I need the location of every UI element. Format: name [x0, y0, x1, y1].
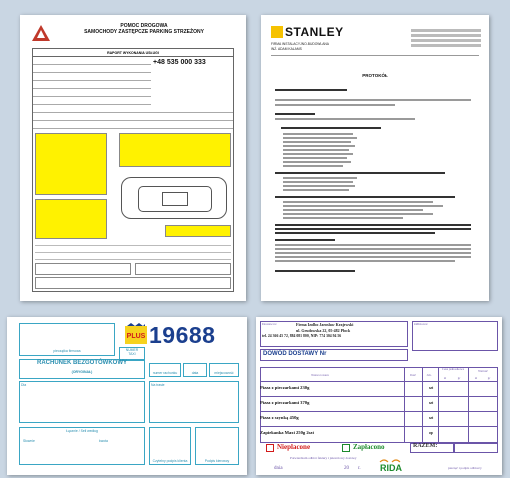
form-field: [33, 58, 151, 65]
receipt-subtitle: (ORYGINAŁ): [71, 370, 93, 374]
towing-service-report: [20, 15, 246, 301]
yellow-panel-left: [35, 133, 107, 195]
form-line: [35, 259, 231, 260]
sender-address: ul. Grudowska 22, 05-482 Płock: [296, 328, 351, 333]
protocol-text-line: [275, 256, 471, 258]
form-field: [33, 122, 233, 129]
table-rule: [260, 396, 498, 397]
route-box: [149, 381, 239, 423]
amount-label: Łącznie / Sell według: [66, 429, 98, 433]
towing-title-line1: POMOC DROGOWA: [120, 23, 168, 29]
item-unit: szt: [429, 416, 434, 420]
protocol-text-line: [275, 172, 445, 174]
protocol-text-line: [275, 244, 471, 246]
unpaid-checkbox[interactable]: [266, 444, 274, 452]
item-unit: op: [429, 431, 433, 435]
taxi-number-label-top: NUMER: [125, 348, 139, 352]
paid-label: Zapłacono: [353, 443, 385, 451]
item-name: Pizza z pieczarkami 370g: [260, 400, 310, 405]
protocol-text-line: [275, 239, 335, 241]
col-price-zl: zł: [443, 376, 447, 380]
protocol-text-line: [283, 181, 353, 183]
unpaid-label: Nieplacone: [277, 443, 311, 451]
protocol-text-line: [283, 201, 433, 203]
amount-words-label: Słownie: [23, 439, 35, 443]
col-price-gr: gr: [457, 376, 461, 380]
taxi-receipt: [7, 317, 247, 475]
item-name: Zapiekanka Maxi 250g 2szt: [260, 430, 314, 435]
table-vrule: [422, 367, 423, 443]
sender-label: Dostawca:: [262, 322, 277, 326]
table-vrule: [438, 367, 439, 443]
table-rule: [260, 426, 498, 427]
address-line: [411, 44, 481, 47]
signature-box-left: [35, 263, 131, 275]
protocol-text-line: [275, 228, 471, 230]
address-line: [411, 34, 481, 37]
col-value-zl: zł: [474, 376, 478, 380]
sender-name: Firma Izolbo Jarosław Krajewski: [296, 322, 354, 327]
protocol-text-line: [283, 153, 353, 155]
form-field: [33, 66, 151, 73]
protocol-text-line: [283, 149, 349, 151]
protocol-title: PROTOKÓŁ: [362, 73, 388, 78]
protocol-text-line: [275, 270, 355, 272]
protocol-text-line: [283, 141, 351, 143]
receipt-number: 19688: [149, 322, 216, 348]
yellow-panel-bottom: [35, 199, 107, 239]
protocol-text-line: [283, 157, 347, 159]
header-separator: [271, 55, 479, 56]
footer-box: [35, 277, 231, 289]
item-name: Pizza z pieczarkami 230g: [260, 385, 310, 390]
towing-form: [32, 48, 234, 292]
protocol-text-line: [283, 209, 423, 211]
protocol-text-line: [275, 99, 471, 101]
protocol-text-line: [275, 89, 347, 91]
table-rule: [260, 411, 498, 412]
col-value-gr: gr: [487, 376, 491, 380]
recipient-signature-label: pieczęć i podpis odbiorcy: [448, 466, 482, 470]
col-unit-header: J.m.: [426, 373, 432, 377]
protocol-text-line: [283, 189, 349, 191]
form-field: [33, 106, 233, 113]
protocol-text-line: [275, 118, 415, 120]
rida-logo: [374, 458, 408, 473]
taxi-number-label: [119, 348, 145, 356]
protocol-text-line: [275, 248, 471, 250]
protocol-text-line: [281, 127, 381, 129]
table-vrule: [404, 367, 405, 443]
receipt-no-label: numer rachunku: [152, 371, 178, 375]
stanley-brand: STANLEY: [285, 25, 344, 39]
protocol-text-line: [283, 165, 343, 167]
protocol-text-line: [275, 113, 315, 115]
total-label: RAZEM:: [413, 443, 438, 449]
protocol-text-line: [275, 232, 435, 234]
paid-checkbox[interactable]: [342, 444, 350, 452]
protocol-text-line: [283, 185, 355, 187]
protocol-text-line: [283, 205, 443, 207]
form-line: [35, 245, 231, 246]
protocol-text-line: [283, 133, 353, 135]
year-label: 20: [344, 466, 349, 471]
towing-title-line2: SAMOCHODY ZASTĘPCZE PARKING STRZEŻONY: [84, 29, 204, 35]
protocol-text-line: [275, 224, 471, 226]
item-unit: szt: [429, 401, 434, 405]
protocol-text-line: [283, 161, 351, 163]
form-field: [33, 90, 151, 97]
phone-number: +48 535 000 333: [153, 59, 206, 66]
col-name-header: Nazwa towaru: [311, 373, 329, 377]
protocol-text-line: [283, 217, 403, 219]
company-address-block: [411, 27, 481, 47]
delivery-note: [256, 317, 502, 475]
driver-signature-label: Podpis kierowcy: [204, 459, 230, 463]
taxi-number-label-bottom: TAXI: [128, 352, 136, 356]
stamp-label: pieczątka firmowa: [53, 349, 81, 353]
item-name: Pizza z szynką 450g: [260, 415, 299, 420]
protocol-text-line: [283, 137, 357, 139]
signature-box-right: [135, 263, 231, 275]
route-label: Na trasie: [151, 383, 165, 387]
stanley-logo: [271, 25, 344, 39]
protocol-text-line: [275, 252, 471, 254]
protocol-text-line: [283, 145, 355, 147]
customer-label: Dla: [21, 383, 27, 387]
stanley-logo-mark: [271, 26, 283, 38]
towing-title: [54, 23, 234, 35]
table-rule: [260, 381, 498, 382]
form-field: [33, 74, 151, 81]
table-vrule: [468, 367, 469, 443]
customer-box: [19, 381, 145, 423]
company-owner: INŻ. ADAM KALAMS: [271, 47, 302, 51]
rida-logo-text: RIDA: [380, 463, 402, 473]
delivery-title: DOWÓD DOSTAWY Nr: [263, 351, 327, 357]
yellow-panel-signature: [165, 225, 231, 237]
col-qty-header: Ilość: [410, 373, 416, 377]
form-field: [33, 114, 233, 121]
address-line: [411, 39, 481, 42]
protocol-text-line: [283, 177, 357, 179]
protocol-text-line: [275, 104, 395, 106]
amount-value-label: kwota: [99, 439, 108, 443]
company-name: FIRMA INSTALACYJNO-BUDOWLANA: [271, 42, 330, 46]
plus-logo-text: PLUS: [126, 333, 146, 340]
col-price-header: Cena jednostkowa: [441, 367, 465, 371]
form-line: [35, 252, 231, 253]
vehicle-damage-diagram: [121, 177, 227, 219]
warning-triangle-logo: [32, 25, 50, 41]
yellow-panel-right: [119, 133, 231, 167]
place-label: miejscowość: [214, 371, 234, 375]
stanley-protocol: [261, 15, 489, 301]
form-title: RAPORT WYKONANIA USŁUGI: [33, 49, 233, 57]
date-label: dnia: [274, 466, 283, 471]
client-signature-label: Czytelny podpis klienta: [152, 459, 188, 463]
date-label: data: [191, 371, 199, 375]
protocol-text-line: [275, 196, 455, 198]
total-value-box: [454, 443, 498, 453]
protocol-text-line: [283, 213, 433, 215]
form-field: [33, 98, 151, 105]
col-value-header: Wartość: [478, 369, 488, 373]
towing-header: [32, 23, 232, 45]
year-suffix: r.: [358, 466, 361, 471]
receipt-title: RACHUNEK BEZGOTÓWKOWY: [37, 360, 127, 366]
recipient-label: Odbiorca:: [414, 322, 428, 326]
item-unit: szt: [429, 386, 434, 390]
plus-taxi-logo: [124, 323, 148, 345]
address-line: [411, 29, 481, 32]
form-field: [33, 82, 151, 89]
protocol-text-line: [275, 260, 455, 262]
received-note: Potwierdzam odbiór faktury i jakościowy dostawy: [290, 456, 357, 460]
sender-contact: tel. 24 366 45 72, 884 081 800, NIP: 774 304 94 56: [262, 334, 342, 338]
